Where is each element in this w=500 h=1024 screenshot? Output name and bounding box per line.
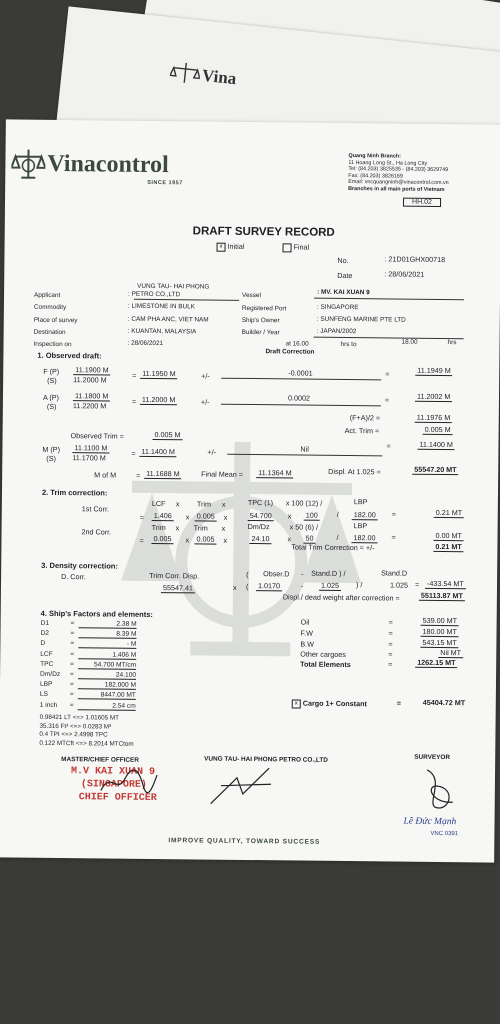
mp-label: M (P) xyxy=(42,444,61,455)
other-cargoes-label: Other cargoes xyxy=(300,649,346,660)
place-value: : CAM PHA ANC, VIET NAM xyxy=(127,315,209,324)
mult-sign: x xyxy=(185,535,190,545)
displ-value: 55547.20 MT xyxy=(412,465,458,475)
eq-sign: = xyxy=(69,691,74,699)
vessel-label: Vessel xyxy=(242,291,261,300)
eq-sign: = xyxy=(384,395,390,405)
logo-since: SINCE 1957 xyxy=(147,179,183,187)
master-signature-icon xyxy=(99,766,159,799)
eq-sign: = xyxy=(70,660,75,668)
f-mean: 11.1950 M xyxy=(140,369,178,379)
eq-sign: = xyxy=(385,369,390,379)
trim2-value: 0.005 xyxy=(151,534,173,544)
surveyor-label: SURVEYOR xyxy=(414,753,451,762)
eq-sign: = xyxy=(132,370,137,380)
form-code-box: HH.02 xyxy=(403,198,441,207)
port-value: : SINGAPORE xyxy=(316,303,359,312)
factor-rows xyxy=(39,619,137,712)
owner-label: Ship's Owner xyxy=(241,316,280,325)
x100-header: x 100 (12) / xyxy=(285,498,323,508)
master-label: MASTER/CHIEF OFFICER xyxy=(61,756,139,764)
company-signature-icon xyxy=(207,764,277,809)
eq-sign: = xyxy=(388,639,393,649)
mult-sign: x xyxy=(185,512,190,522)
trim-value: 0.005 xyxy=(195,511,217,521)
cargo-constant-label: Cargo 1+ Constant xyxy=(302,698,367,709)
m-result: 11.1400 M xyxy=(417,440,455,450)
applicant-label: Applicant xyxy=(34,291,61,300)
total-trim-value: 0.21 MT xyxy=(433,542,463,552)
eq-sign: = xyxy=(70,640,75,648)
eq-sign: = xyxy=(70,671,74,679)
eq-sign: = xyxy=(391,532,396,542)
mult-sign: x xyxy=(221,523,226,533)
fs-label: (S) xyxy=(47,375,57,385)
mult-sign: x xyxy=(175,499,180,509)
div-sign: / xyxy=(336,532,339,542)
factor-value: 1.406 M xyxy=(78,651,136,660)
underline xyxy=(221,404,381,407)
first-result: 0.21 MT xyxy=(434,508,464,518)
total-elements-value: 1262.15 MT xyxy=(415,658,457,668)
date-label: Date xyxy=(337,270,353,281)
type-final xyxy=(283,242,310,252)
mult-sign: x xyxy=(287,511,292,521)
vessel-value: : MV. KAI XUAN 9 xyxy=(317,288,370,297)
fp-value: 11.1900 M xyxy=(73,365,111,375)
factor-value: 2.38 M xyxy=(79,620,137,629)
mofm-value: 11.1688 M xyxy=(144,469,182,479)
stand-d2-value: 1.025 xyxy=(389,580,409,590)
conversion-3: 0.4 TPI <=> 2.4998 TPC xyxy=(39,730,108,739)
as-label: (S) xyxy=(46,401,57,411)
final-mean-value: 11.1364 M xyxy=(256,468,294,478)
builder-value: : JAPAN/2002 xyxy=(316,327,357,336)
density-result: -433.54 MT xyxy=(425,579,466,589)
mult-sign: x xyxy=(223,535,228,545)
obs-trim-label: Observed Trim = xyxy=(70,431,124,441)
bw-label: B.W xyxy=(300,639,315,649)
destination-label: Destination xyxy=(33,328,66,337)
factor-value: 2.54 cm xyxy=(78,702,136,711)
pm-sign: +/- xyxy=(200,397,210,407)
eq-sign: = xyxy=(70,620,75,628)
f-correction: -0.0001 xyxy=(288,368,313,378)
factor-value: 54.700 MT/cm xyxy=(78,661,136,670)
destination-value: : KUANTAN, MALAYSIA xyxy=(127,327,197,336)
ms-value: 11.1700 M xyxy=(72,453,106,463)
pm-sign: +/- xyxy=(207,447,217,457)
stand-d-header: Stand.D ) / xyxy=(311,568,346,579)
final-mean-label: Final Mean = xyxy=(201,469,243,479)
act-trim-value: 0.005 M xyxy=(423,425,453,435)
mult-sign: x xyxy=(287,534,292,544)
paren: ( xyxy=(245,581,249,591)
scale-logo-icon xyxy=(169,59,201,86)
factor-label: LCF xyxy=(40,650,53,658)
observed-heading: 1. Observed draft: xyxy=(37,350,102,361)
underline xyxy=(314,298,464,301)
cargo-checkbox: x xyxy=(292,699,301,708)
footer-slogan: IMPROVE QUALITY, TOWARD SUCCESS xyxy=(168,837,321,846)
eq-sign: = xyxy=(139,535,144,545)
mult-sign: x xyxy=(223,512,228,522)
company-label: VUNG TAU- HAI PHONG PETRO CO.,LTD xyxy=(204,755,328,764)
commodity-label: Commodity xyxy=(33,303,67,312)
obser-d-value: 1.0170 xyxy=(256,581,282,591)
final-checkbox xyxy=(283,243,292,252)
dmdz-value: 24.10 xyxy=(249,534,271,544)
factor-label: 1 inch xyxy=(39,701,58,709)
background-logo-text: Vina xyxy=(201,65,238,89)
fw-label: F.W xyxy=(300,628,313,638)
minus-sign: - xyxy=(301,569,304,579)
fp-label: F (P) xyxy=(43,366,60,376)
conversions xyxy=(39,714,134,749)
conversion-4: 0.122 MTCft <=> 8.2014 MTCtom xyxy=(39,739,134,748)
fw-value: 180.00 MT xyxy=(420,627,458,637)
trim-header: Trim xyxy=(196,499,212,509)
m-mean: 11.1400 M xyxy=(139,447,177,457)
a-mean: 11.2000 M xyxy=(140,395,178,405)
factor-label: LS xyxy=(39,691,48,699)
ms-label: (S) xyxy=(46,453,56,463)
factor-label: TPC xyxy=(40,660,54,668)
obser-d-header: Obser.D xyxy=(263,569,290,579)
displ-label: Displ. At 1.025 = xyxy=(328,466,381,477)
second-result: 0.00 MT xyxy=(433,531,463,541)
eq-sign: = xyxy=(70,650,75,658)
f-result: 11.1949 M xyxy=(415,366,453,376)
eq-sign: = xyxy=(388,628,393,638)
branch-email: Email: vncquangninh@vinacontrol.com.vn xyxy=(348,179,449,187)
mult-sign: x xyxy=(221,499,226,509)
pm-sign: +/- xyxy=(201,371,210,381)
factor-label: D1 xyxy=(40,619,50,627)
factor-value: 24.100 xyxy=(78,671,136,680)
underline xyxy=(134,299,239,301)
eq-sign: = xyxy=(131,448,136,458)
underline xyxy=(221,378,381,381)
branch-address: 11 Hoang Long St., Ha Long City xyxy=(348,159,428,167)
cargo-constant-value: 45404.72 MT xyxy=(422,697,466,708)
applicant-line1: VUNG TAU- HAI PHONG xyxy=(137,282,210,291)
eq-sign: = xyxy=(386,441,391,451)
act-trim-label: Act. Trim = xyxy=(344,425,380,436)
ap-label: A (P) xyxy=(42,392,60,402)
factor-label: D2 xyxy=(40,630,49,638)
no-label: No. xyxy=(337,255,349,266)
no-value: : 21D01GHX00718 xyxy=(384,254,446,265)
initial-checkbox: x xyxy=(217,242,226,251)
eq-sign: = xyxy=(139,512,144,522)
stand-d2-header: Stand.D xyxy=(381,568,408,578)
lbp-value: 182.00 xyxy=(352,510,378,520)
eq-sign: = xyxy=(388,649,393,659)
factor-value: 8447.00 MT xyxy=(78,692,136,701)
displ-dw-value: 55113.87 MT xyxy=(419,591,465,601)
mult-sign: x xyxy=(232,582,237,592)
mofm-label: M of M xyxy=(94,470,117,480)
paren: ( xyxy=(246,569,249,579)
tpc-value: 54.700 xyxy=(248,511,274,521)
m-correction: Nil xyxy=(300,444,309,454)
trim-heading: 2. Trim correction: xyxy=(41,487,108,498)
port-label: Registered Port xyxy=(241,304,287,313)
dcorr-label: D. Corr. xyxy=(61,572,86,582)
inspection-label: Inspection on xyxy=(33,340,72,349)
eq-sign: = xyxy=(388,659,393,669)
x50-value: 50 xyxy=(303,534,315,544)
obs-trim-value: 0.005 M xyxy=(153,430,183,440)
builder-label: Builder / Year xyxy=(241,328,280,337)
factor-value: - M xyxy=(78,641,136,650)
applicant-value: : PETRO CO.,LTD xyxy=(128,290,181,299)
oil-label: Oil xyxy=(300,617,310,627)
type-initial-label: Initial xyxy=(227,241,245,251)
eq-sign: = xyxy=(391,509,397,519)
eq-sign: = xyxy=(70,630,75,638)
density-heading: 3. Density correction: xyxy=(41,560,118,571)
displ-dw-label: Displ./ dead weight after correction = xyxy=(282,592,400,603)
owner-value: : SUNFENG MARINE PTE LTD xyxy=(316,315,406,324)
factor-value: 8.39 M xyxy=(78,630,136,639)
eq-sign: = xyxy=(414,579,420,589)
ap-value: 11.1800 M xyxy=(73,391,111,401)
stamp-line-2: (SINGAPORE) xyxy=(80,779,147,791)
time-hrs: hrs xyxy=(447,339,457,347)
eq-sign: = xyxy=(136,470,141,480)
trim3-value: 0.005 xyxy=(194,534,216,544)
surveyor-name: Lê Đức Mạnh xyxy=(403,816,457,828)
vinacontrol-logo-icon xyxy=(11,147,45,179)
fa2-label: (F+A)/2 = xyxy=(349,413,381,423)
dmdz-header: Dm/Dz xyxy=(247,521,270,532)
time-hrs-to: hrs to xyxy=(340,340,357,349)
eq-sign: = xyxy=(388,617,393,627)
commodity-value: : LIMESTONE IN BULK xyxy=(127,302,195,311)
fa2-value: 11.1976 M xyxy=(415,413,453,423)
branch-tel: Tel: (84.203) 3825535 - (84.203) 3629749 xyxy=(348,166,449,174)
lcf-value: 1.406 xyxy=(152,511,174,521)
cargo-constant xyxy=(292,698,367,708)
a-correction: 0.0002 xyxy=(287,393,311,403)
inspection-value: : 28/06/2021 xyxy=(127,339,164,348)
underline xyxy=(314,337,464,340)
trim3-header: Trim xyxy=(193,523,208,533)
draft-correction-heading: Draft Correction xyxy=(265,348,315,356)
lbp-header: LBP xyxy=(353,497,368,507)
type-final-label: Final xyxy=(293,242,310,252)
mp-value: 11.1100 M xyxy=(72,443,109,453)
minus-sign: - xyxy=(300,581,304,591)
second-corr-label: 2nd Corr. xyxy=(81,527,112,537)
draft-survey-document xyxy=(0,119,500,862)
fs-value: 11.2000 M xyxy=(73,375,107,385)
place-label: Place of survey xyxy=(33,316,78,325)
factors-heading: 4. Ship's Factors and elements: xyxy=(40,608,153,619)
x50-header: x 50 (6) / xyxy=(289,522,319,532)
type-initial xyxy=(217,242,245,252)
surveyor-signature-icon xyxy=(417,764,462,812)
factor-value: 182.000 M xyxy=(78,681,136,690)
total-elements-label: Total Elements xyxy=(300,659,351,670)
oil-value: 539.00 MT xyxy=(421,616,459,626)
factor-label: LBP xyxy=(39,680,53,689)
stamp-line-3: CHIEF OFFICER xyxy=(78,792,157,805)
div-sign: / xyxy=(336,509,339,519)
trim2-header: Trim xyxy=(151,522,166,533)
stamp-line-1: M.V KAI XUAN 9 xyxy=(70,766,156,779)
cargo-eq: = xyxy=(396,698,402,708)
conversion-1: 0.98421 LT <=> 1.01605 MT xyxy=(39,713,120,722)
vinacontrol-logo-text: Vinacontrol xyxy=(47,150,169,179)
page-title: DRAFT SURVEY RECORD xyxy=(192,225,335,239)
time-at: at 16.00 xyxy=(285,340,309,348)
first-corr-label: 1st Corr. xyxy=(81,504,110,514)
branch-name: Quang Ninh Branch: xyxy=(348,153,401,160)
conversion-2: 35.316 Ft³ <=> 0.0283 M³ xyxy=(39,722,112,731)
watermark-scale-icon xyxy=(120,421,363,683)
eq-sign: = xyxy=(69,681,74,689)
factor-label: D xyxy=(40,640,46,648)
time-end: 18.00 xyxy=(401,338,418,346)
branch-fax: Fax: (84.203) 3826169 xyxy=(348,172,403,180)
surveyor-code: VNC 0391 xyxy=(430,830,459,838)
stand-d-value: 1.025 xyxy=(319,581,341,591)
other-cargoes-value: Nil MT xyxy=(438,648,463,658)
date-value: : 28/06/2021 xyxy=(384,269,425,279)
lbp2-header: LBP xyxy=(353,521,368,531)
trim-corr-disp-label: Trim Corr. Disp. xyxy=(149,570,200,581)
lcf-header: LCF xyxy=(151,498,166,509)
a-result: 11.2002 M xyxy=(415,392,453,402)
bw-value: 543.15 MT xyxy=(420,638,458,648)
factor-label: Dm/Dz xyxy=(40,670,61,678)
div-sign: ) / xyxy=(355,580,363,590)
as-value: 11.2200 M xyxy=(72,401,107,411)
tpc-header: TPC (1) xyxy=(247,497,274,508)
eq-sign: = xyxy=(131,396,137,406)
eq-sign: = xyxy=(69,701,74,709)
branch-info xyxy=(348,153,449,194)
lbp2-value: 182.00 xyxy=(351,533,377,543)
mult-sign: x xyxy=(175,523,180,533)
trim-corr-disp-value: 55547.41 xyxy=(161,583,195,593)
x100-value: 100 xyxy=(304,511,320,521)
total-trim-label: Total Trim Correction = +/- xyxy=(291,542,375,553)
branch-network: Branches in all main ports of Vietnam xyxy=(348,185,445,193)
